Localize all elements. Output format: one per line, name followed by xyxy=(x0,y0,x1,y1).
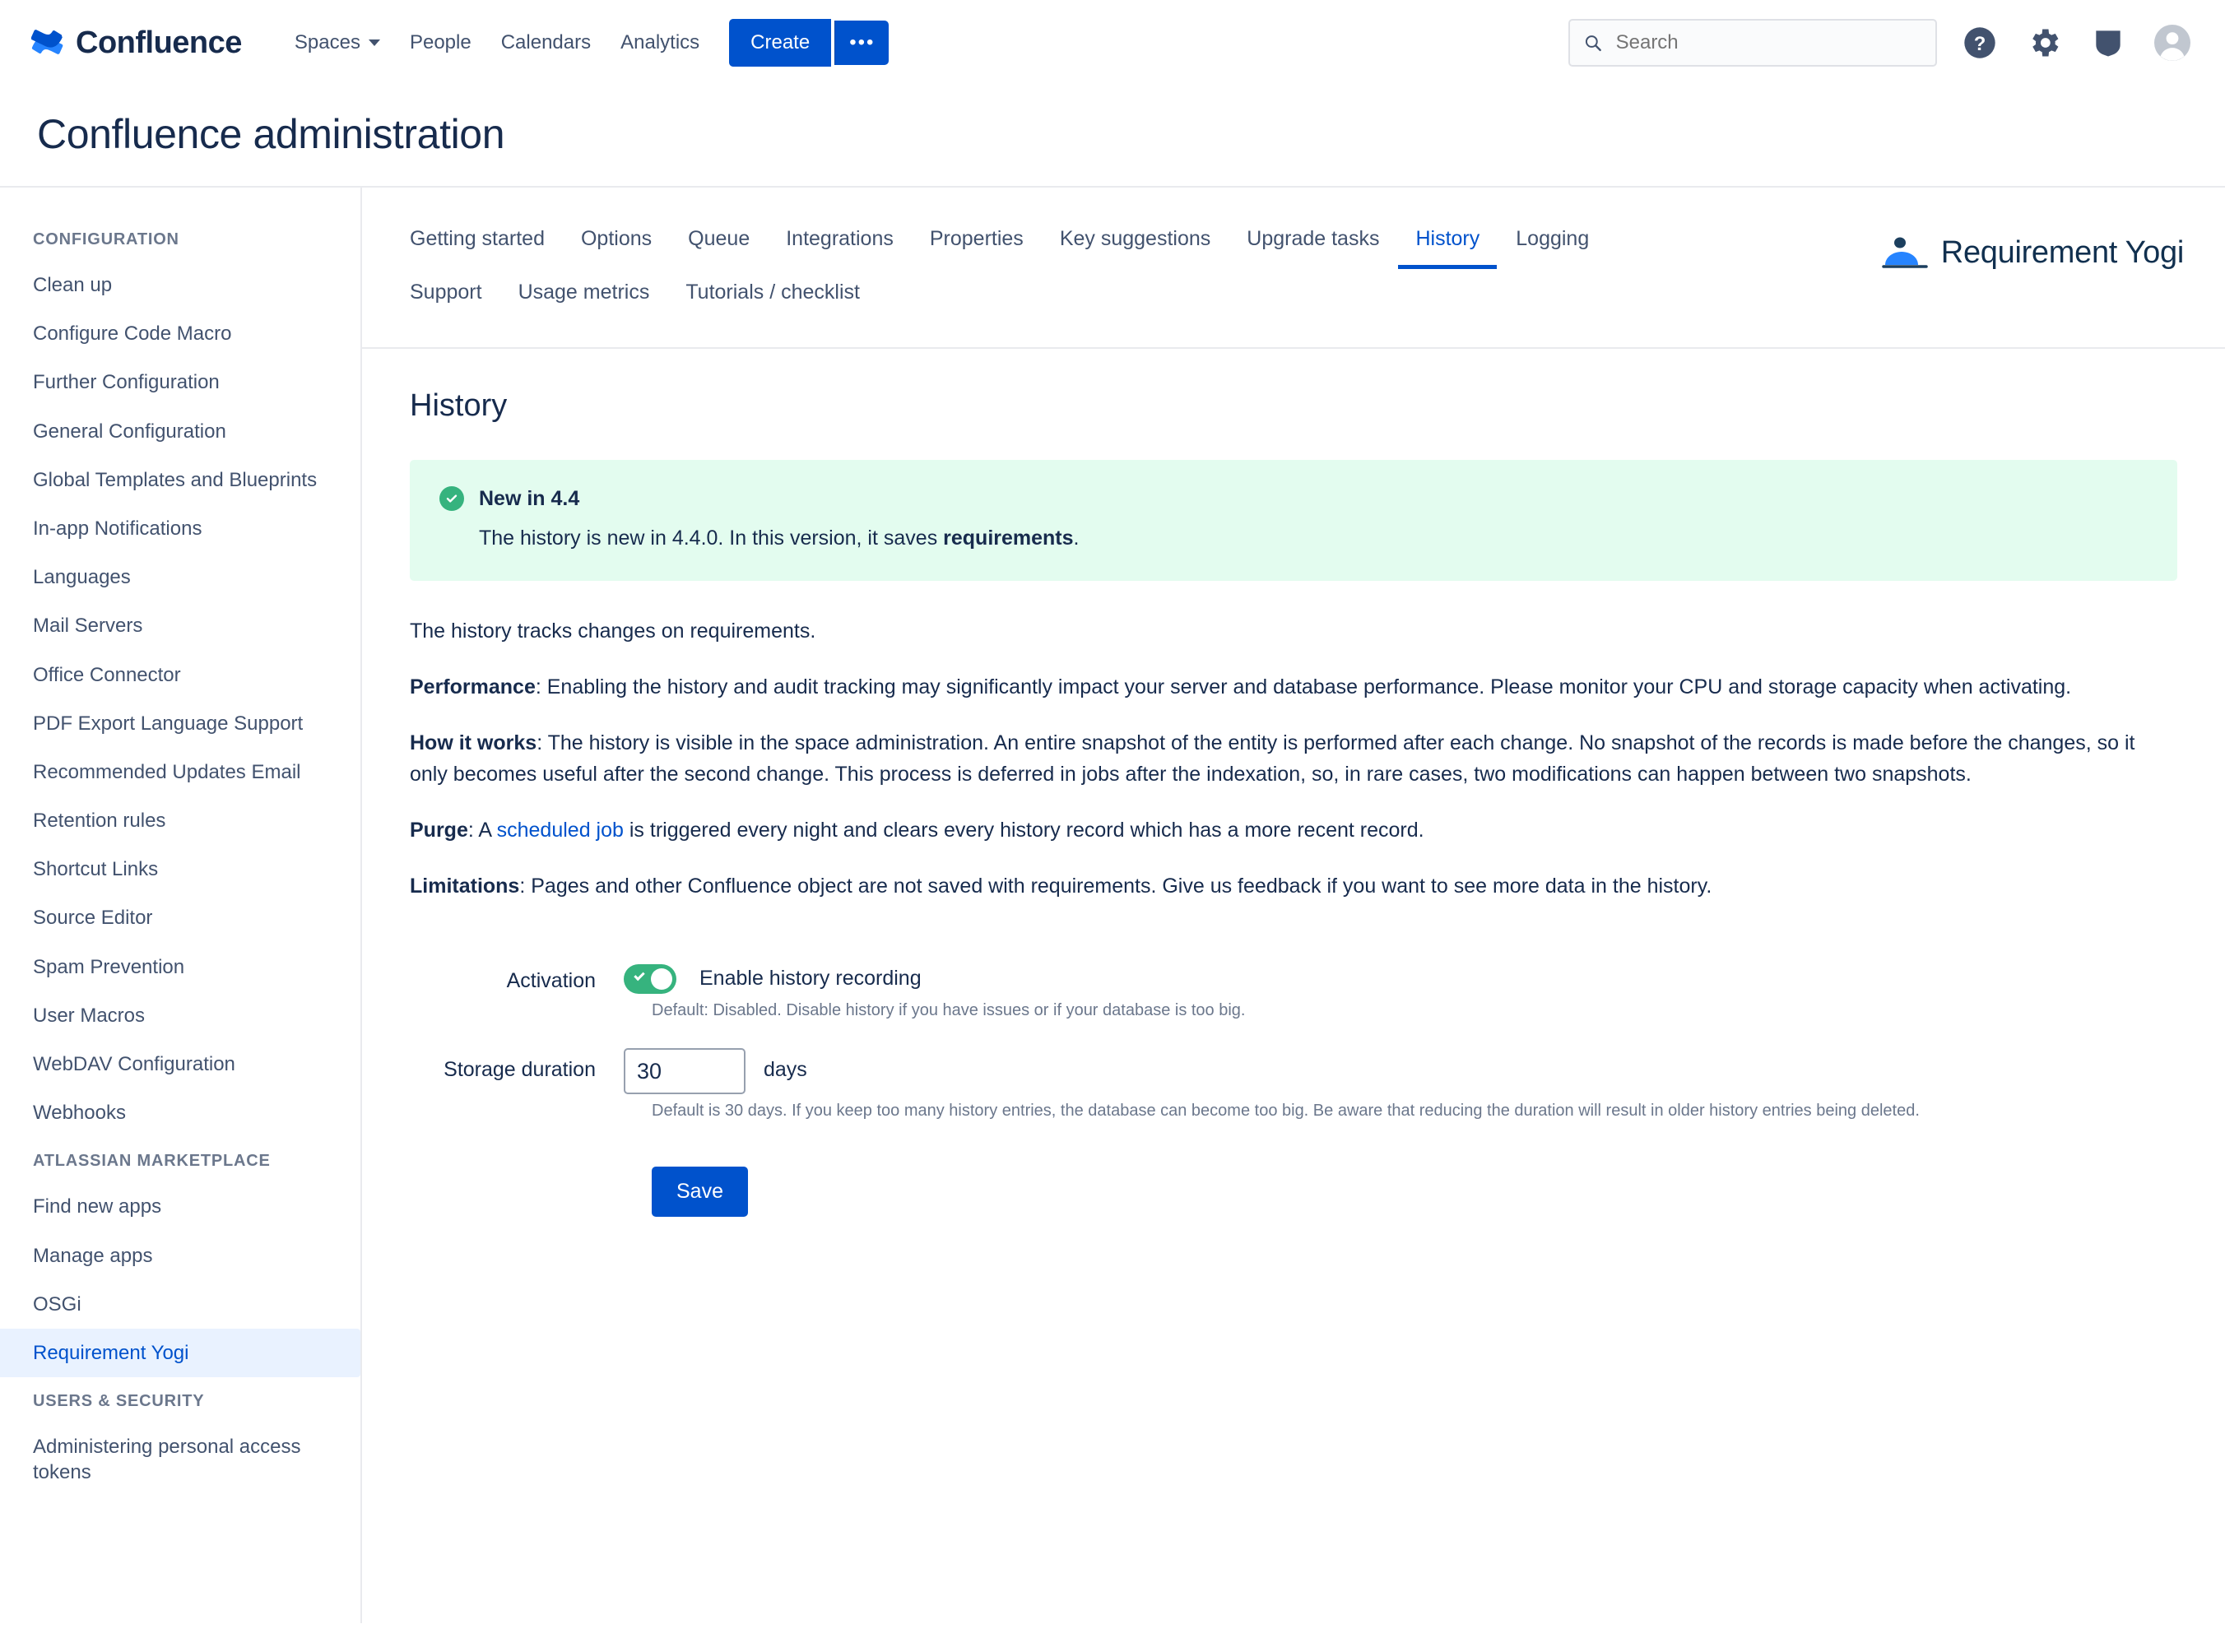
paragraph-how-it-works-text: : The history is visible in the space administration. An entire snapshot of the entity is performed after each change. No snapshot of the records is made before the changes, so it only becomes useful after the second change. This process is deferred in jobs after the indexation, so, in rare cases, two modifications can happen between two snapshots. xyxy=(410,731,2135,786)
save-button[interactable]: Save xyxy=(652,1167,748,1217)
paragraph-performance xyxy=(410,671,2177,703)
paragraph-performance-label: Performance xyxy=(410,675,536,698)
paragraph-purge xyxy=(410,814,2177,846)
nav-item-analytics[interactable] xyxy=(607,20,713,66)
sidebar-item-clean-up[interactable]: Clean up xyxy=(33,274,113,296)
banner-text-after: . xyxy=(1073,527,1080,550)
body-split xyxy=(0,186,2225,1623)
tab-usage-metrics[interactable]: Usage metrics xyxy=(518,281,650,304)
tab-history[interactable]: History xyxy=(1398,227,1497,269)
nav-item-analytics-label: Analytics xyxy=(620,31,700,53)
sidebar-item-user-macros[interactable]: User Macros xyxy=(33,1004,146,1027)
paragraph-how-it-works-label: How it works xyxy=(410,731,537,754)
requirement-yogi-logo xyxy=(1882,232,2184,273)
tab-logging[interactable]: Logging xyxy=(1516,227,1590,250)
sidebar-item-mail-servers[interactable]: Mail Servers xyxy=(33,615,143,638)
nav-item-spaces[interactable] xyxy=(281,20,393,66)
section-heading-history: History xyxy=(410,388,508,423)
activation-row xyxy=(418,959,2177,994)
confluence-logo-icon xyxy=(31,26,64,59)
tabs-row-secondary xyxy=(410,281,1842,323)
sidebar-item-retention-rules[interactable]: Retention rules xyxy=(33,810,166,833)
history-panel xyxy=(362,349,2225,1217)
sidebar-item-webdav-configuration[interactable]: WebDAV Configuration xyxy=(33,1053,235,1075)
sidebar-item-spam-prevention[interactable]: Spam Prevention xyxy=(33,955,185,978)
sidebar-item-office-connector[interactable]: Office Connector xyxy=(33,663,181,686)
sidebar-item-requirement-yogi[interactable]: Requirement Yogi xyxy=(0,1329,360,1377)
storage-duration-row xyxy=(418,1048,2177,1094)
tab-queue[interactable]: Queue xyxy=(688,227,750,250)
sidebar-item-source-editor[interactable]: Source Editor xyxy=(33,907,153,930)
activation-label: Activation xyxy=(506,969,596,992)
sidebar-item-shortcut-links[interactable]: Shortcut Links xyxy=(33,858,159,881)
nav-item-calendars[interactable] xyxy=(488,20,604,66)
storage-duration-label: Storage duration xyxy=(444,1058,596,1081)
tab-tutorials-checklist[interactable]: Tutorials / checklist xyxy=(685,281,860,304)
banner-text-before: The history is new in 4.4.0. In this version, it saves xyxy=(479,527,944,550)
enable-history-recording-label: Enable history recording xyxy=(699,967,922,990)
nav-item-people-label: People xyxy=(409,31,471,53)
storage-duration-unit: days xyxy=(764,1058,807,1081)
sidebar-item-further-configuration[interactable]: Further Configuration xyxy=(33,371,220,394)
check-circle-icon xyxy=(439,486,464,511)
history-settings-form xyxy=(410,959,2177,1217)
sidebar-item-general-configuration[interactable]: General Configuration xyxy=(33,420,226,443)
tab-upgrade-tasks[interactable]: Upgrade tasks xyxy=(1247,227,1380,250)
scheduled-job-link[interactable]: scheduled job xyxy=(496,819,624,842)
sidebar-item-recommended-updates-email[interactable]: Recommended Updates Email xyxy=(33,760,301,783)
tabs-row-primary xyxy=(410,227,1842,269)
sidebar-heading-configuration: CONFIGURATION xyxy=(33,230,179,248)
toggle-knob xyxy=(651,968,672,990)
tab-getting-started[interactable]: Getting started xyxy=(410,227,545,250)
banner-text-bold: requirements xyxy=(943,527,1074,550)
paragraph-how-it-works xyxy=(410,727,2177,790)
create-button[interactable]: Create xyxy=(729,19,831,67)
intro-paragraph: The history tracks changes on requirements. xyxy=(410,620,816,643)
tabs-container xyxy=(362,188,2225,349)
paragraph-purge-label: Purge xyxy=(410,819,468,842)
toggle-check-icon xyxy=(634,970,644,981)
sidebar-heading-users-and-security: USERS & SECURITY xyxy=(33,1392,205,1411)
nav-item-spaces-label: Spaces xyxy=(294,31,360,53)
requirement-yogi-mark-icon xyxy=(1882,232,1928,273)
svg-text:?: ? xyxy=(1973,33,1986,56)
profile-avatar-icon[interactable] xyxy=(2151,21,2194,64)
confluence-logo[interactable] xyxy=(31,26,242,61)
activation-help-text: Default: Disabled. Disable history if you have issues or if your database is too big. xyxy=(652,1001,1246,1019)
sidebar-heading-atlassian-marketplace: ATLASSIAN MARKETPLACE xyxy=(33,1152,271,1171)
tab-options[interactable]: Options xyxy=(580,227,653,250)
sidebar-item-global-templates-and-blueprints[interactable]: Global Templates and Blueprints xyxy=(33,468,318,491)
banner-title: New in 4.4 xyxy=(479,486,580,510)
nav-item-calendars-label: Calendars xyxy=(500,31,592,53)
sidebar-item-configure-code-macro[interactable]: Configure Code Macro xyxy=(33,323,232,346)
requirement-yogi-logo-text: Requirement Yogi xyxy=(1940,234,2184,270)
tab-key-suggestions[interactable]: Key suggestions xyxy=(1059,227,1211,250)
sidebar-item-languages[interactable]: Languages xyxy=(33,566,131,589)
admin-sidebar xyxy=(0,188,362,1623)
search-input[interactable] xyxy=(1614,30,1922,55)
paragraph-limitations-text: : Pages and other Confluence object are not saved with requirements. Give us feedback if you want to see more data in the history. xyxy=(519,875,1712,898)
paragraph-purge-text-after: is triggered every night and clears every history record which has a more recent record. xyxy=(623,819,1424,842)
enable-history-recording-toggle[interactable] xyxy=(624,964,676,994)
create-more-button[interactable]: ••• xyxy=(834,21,889,65)
search-icon xyxy=(1583,32,1603,53)
top-navigation-bar xyxy=(0,0,2225,86)
new-in-version-banner xyxy=(410,460,2177,581)
main-content xyxy=(362,188,2225,1623)
banner-heading xyxy=(439,486,2148,511)
sidebar-item-webhooks[interactable]: Webhooks xyxy=(33,1102,126,1125)
help-icon[interactable] xyxy=(1958,21,2001,64)
sidebar-item-find-new-apps[interactable]: Find new apps xyxy=(33,1195,162,1218)
chevron-down-icon xyxy=(369,39,380,46)
search-box[interactable] xyxy=(1568,19,1937,67)
paragraph-purge-text-before: : A xyxy=(467,819,497,842)
tab-integrations[interactable]: Integrations xyxy=(786,227,894,250)
sidebar-item-manage-apps[interactable]: Manage apps xyxy=(33,1244,153,1267)
paragraph-limitations-label: Limitations xyxy=(410,875,520,898)
storage-duration-help-text: Default is 30 days. If you keep too many history entries, the database can become too big. Be aware that reducing the duration will result in older history entries being deleted. xyxy=(652,1102,1920,1120)
sidebar-item-pdf-export-language-support[interactable]: PDF Export Language Support xyxy=(33,712,304,735)
confluence-brand-text: Confluence xyxy=(76,25,242,60)
storage-duration-input[interactable] xyxy=(624,1048,746,1094)
top-navigation-right xyxy=(1568,0,2194,86)
sidebar-item-osgi[interactable]: OSGi xyxy=(33,1292,81,1316)
tab-properties[interactable]: Properties xyxy=(929,227,1024,250)
notifications-bell-icon[interactable] xyxy=(2087,21,2130,64)
banner-body xyxy=(439,524,2148,553)
settings-gear-icon[interactable] xyxy=(2023,21,2065,64)
page-title: Confluence administration xyxy=(37,111,505,157)
paragraph-limitations xyxy=(410,870,2177,902)
primary-nav xyxy=(281,19,890,67)
nav-item-people[interactable] xyxy=(397,20,485,66)
sidebar-item-administering-personal-access-tokens[interactable]: Administering personal access tokens xyxy=(33,1436,301,1484)
sidebar-item-in-app-notifications[interactable]: In-app Notifications xyxy=(33,517,202,540)
tab-support[interactable]: Support xyxy=(410,281,482,304)
paragraph-performance-text: : Enabling the history and audit tracking may significantly impact your server and database performance. Please monitor your CPU and storage capacity when activating. xyxy=(535,675,2072,698)
